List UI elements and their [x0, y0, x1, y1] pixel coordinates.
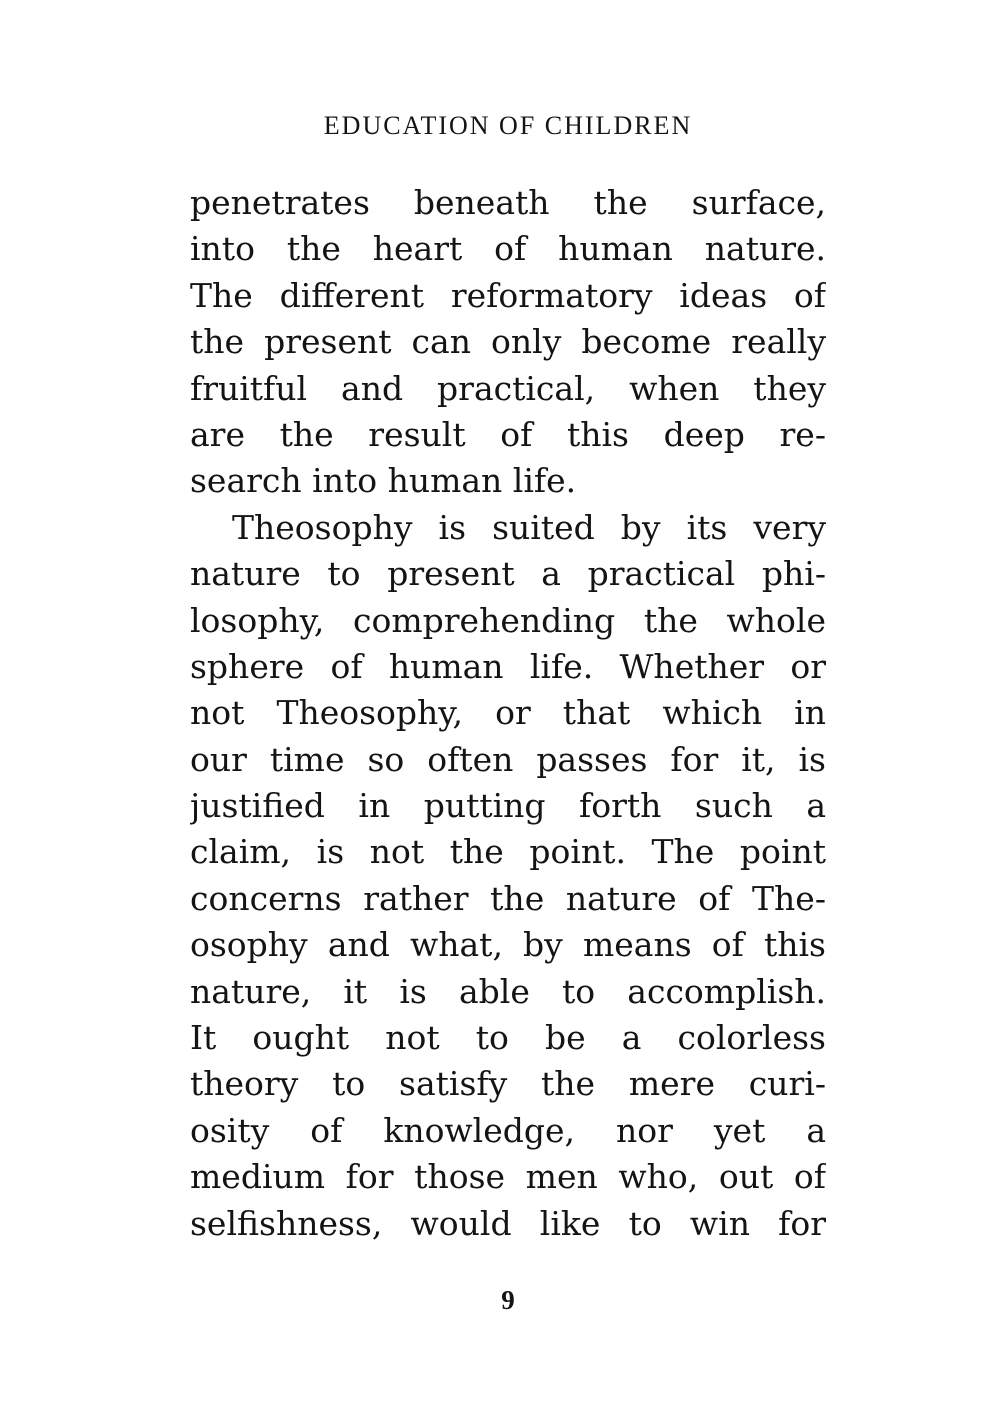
text-line: penetrates beneath the surface, — [190, 183, 826, 222]
text-line: Theosophy is suited by its very — [232, 507, 826, 547]
page-number: 9 — [501, 1285, 515, 1315]
text-line: nature to present a practical phi- — [190, 554, 826, 594]
text-line: osity of knowledge, nor yet a — [190, 1110, 826, 1150]
text-line: search into human life. — [190, 461, 577, 501]
text-line: losophy, comprehending the whole — [190, 600, 826, 640]
text-line: fruitful and practical, when they — [190, 368, 826, 408]
text-line: are the result of this deep re- — [190, 414, 826, 454]
text-line: sphere of human life. Whether or — [190, 646, 826, 686]
text-line: selfishness, would like to win for — [190, 1203, 826, 1243]
text-line: nature, it is able to accomplish. — [190, 971, 826, 1011]
text-line: medium for those men who, out of — [190, 1157, 826, 1197]
text-line: concerns rather the nature of The- — [190, 878, 826, 918]
text-line: osophy and what, by means of this — [190, 925, 826, 965]
text-line: our time so often passes for it, is — [190, 739, 826, 779]
text-line: into the heart of human nature. — [190, 229, 826, 269]
text-line: The different reformatory ideas of — [190, 275, 826, 315]
text-line: claim, is not the point. The point — [190, 832, 826, 872]
text-line: justified in putting forth such a — [190, 786, 826, 826]
running-head: EDUCATION OF CHILDREN — [323, 111, 693, 140]
text-line: It ought not to be a colorless — [190, 1018, 826, 1058]
text-line: not Theosophy, or that which in — [190, 693, 826, 733]
text-line: theory to satisfy the mere curi- — [190, 1064, 826, 1104]
body-text — [190, 180, 826, 1247]
text-line: the present can only become really — [190, 322, 826, 362]
